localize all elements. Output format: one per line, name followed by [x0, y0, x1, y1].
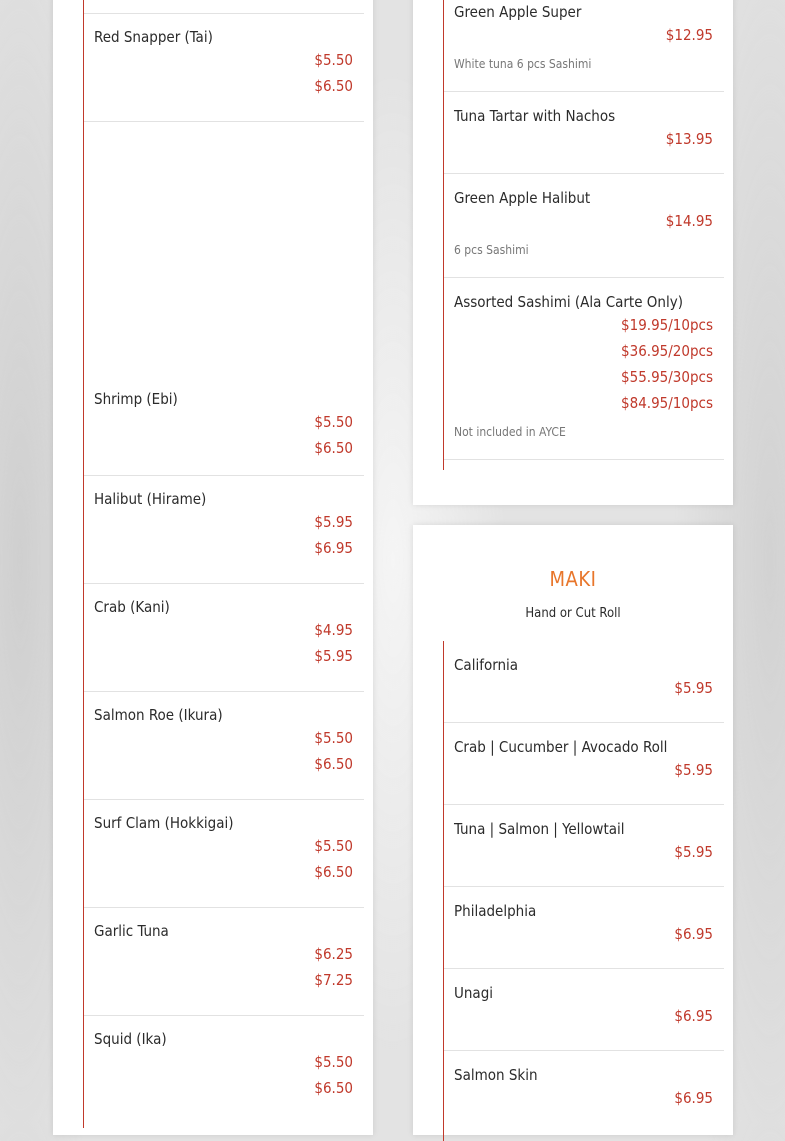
item-price: $5.50 [314, 1053, 353, 1071]
list-item-partial [84, 0, 364, 14]
item-name: Salmon Skin [454, 1066, 538, 1084]
item-price: $14.95 [665, 212, 713, 230]
item-price: $5.95 [674, 679, 713, 697]
item-price: $5.95 [674, 761, 713, 779]
left-menu-list [83, 0, 364, 1128]
menu-item [444, 887, 724, 969]
item-price: $5.50 [314, 729, 353, 747]
item-name: Squid (Ika) [94, 1030, 167, 1048]
menu-item [444, 0, 724, 92]
item-price: $5.95 [314, 513, 353, 531]
menu-item [84, 476, 364, 584]
item-price: $19.95/10pcs [621, 316, 713, 334]
item-price: $6.95 [674, 925, 713, 943]
item-name: California [454, 656, 519, 674]
item-name: Garlic Tuna [94, 922, 169, 940]
item-price: $5.95 [674, 843, 713, 861]
item-price: $13.95 [665, 130, 713, 148]
maki-panel [413, 525, 733, 1135]
item-price: $5.50 [314, 413, 353, 431]
item-price: $5.50 [314, 837, 353, 855]
menu-item [444, 1051, 724, 1141]
item-name: Assorted Sashimi (Ala Carte Only) [454, 293, 683, 311]
menu-item [84, 584, 364, 692]
item-name: Crab | Cucumber | Avocado Roll [454, 738, 668, 756]
item-name: Red Snapper (Tai) [94, 28, 213, 46]
menu-item [444, 969, 724, 1051]
item-name: Philadelphia [454, 902, 537, 920]
menu-item [84, 1016, 364, 1128]
menu-item [84, 376, 364, 476]
item-price: $84.95/10pcs [621, 394, 713, 412]
menu-item [84, 14, 364, 122]
item-price: $5.50 [314, 51, 353, 69]
item-price: $5.95 [314, 647, 353, 665]
sashimi-list [443, 0, 724, 470]
section-subtitle: Hand or Cut Roll [525, 606, 621, 621]
item-note: 6 pcs Sashimi [454, 243, 529, 257]
item-price: $6.25 [314, 945, 353, 963]
item-name: Salmon Roe (Ikura) [94, 706, 223, 724]
item-name: Shrimp (Ebi) [94, 390, 178, 408]
menu-item [444, 805, 724, 887]
item-price: $6.50 [314, 77, 353, 95]
item-price: $36.95/20pcs [621, 342, 713, 360]
left-menu-panel [53, 0, 373, 1135]
item-name: Green Apple Super [454, 3, 582, 21]
item-price: $55.95/30pcs [621, 368, 713, 386]
item-price: $6.95 [314, 539, 353, 557]
sashimi-panel [413, 0, 733, 505]
blank-gap [84, 122, 364, 376]
item-name: Green Apple Halibut [454, 189, 591, 207]
menu-item [444, 174, 724, 278]
section-title: MAKI [549, 567, 597, 591]
item-name: Unagi [454, 984, 494, 1002]
maki-list [443, 641, 724, 1141]
item-name: Tuna | Salmon | Yellowtail [454, 820, 625, 838]
menu-item [84, 908, 364, 1016]
item-price: $6.95 [674, 1007, 713, 1025]
menu-item [444, 641, 724, 723]
menu-item [444, 278, 724, 460]
item-name: Crab (Kani) [94, 598, 170, 616]
item-price: $4.95 [314, 621, 353, 639]
item-price: $12.95 [665, 26, 713, 44]
item-name: Surf Clam (Hokkigai) [94, 814, 234, 832]
item-price: $6.50 [314, 1079, 353, 1097]
item-price: $6.50 [314, 863, 353, 881]
menu-item [84, 800, 364, 908]
item-price: $6.50 [314, 755, 353, 773]
menu-item [444, 92, 724, 174]
item-price: $6.95 [674, 1089, 713, 1107]
menu-item [84, 692, 364, 800]
item-name: Tuna Tartar with Nachos [454, 107, 616, 125]
item-note: Not included in AYCE [454, 425, 566, 439]
item-price: $7.25 [314, 971, 353, 989]
item-price: $6.50 [314, 439, 353, 457]
item-note: White tuna 6 pcs Sashimi [454, 57, 592, 71]
item-name: Halibut (Hirame) [94, 490, 207, 508]
menu-item [444, 723, 724, 805]
